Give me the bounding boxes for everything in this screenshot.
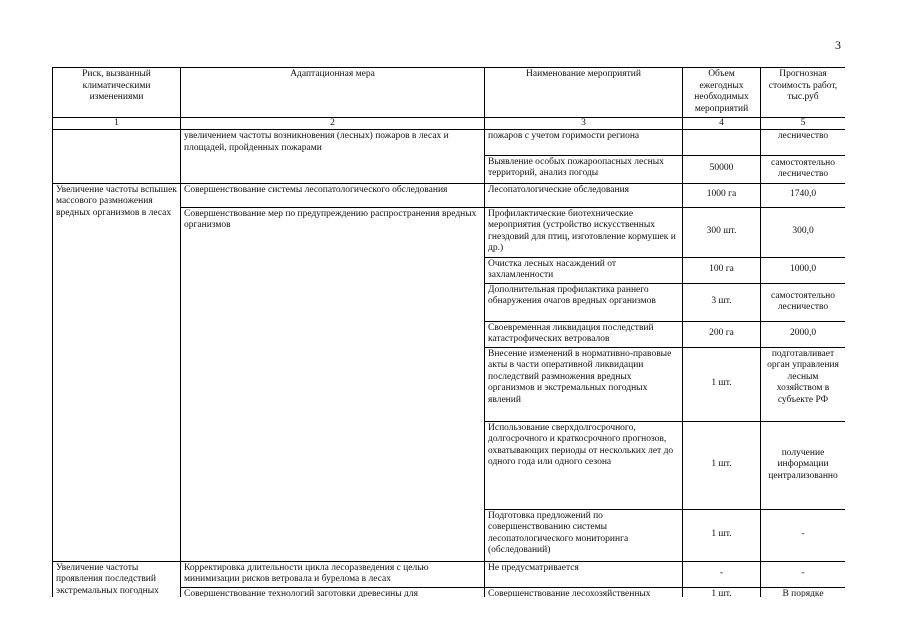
header-cost: Прогнозная стоимость работ, тыс.руб <box>761 68 846 118</box>
measure-cell: Совершенствование мер по предупреждению распространения вредных организмов <box>181 207 485 561</box>
event-cell: Подготовка предложений по совершенствованию системы лесопатологического мониторинга (обследований) <box>485 509 683 561</box>
table-row <box>53 155 846 183</box>
header-event: Наименование мероприятий <box>485 68 683 118</box>
header-measure: Адаптационная мера <box>181 68 485 118</box>
volume-cell: 100 га <box>683 257 761 283</box>
cost-cell: 1000,0 <box>761 257 846 283</box>
cost-cell: самостоятельно лесничество <box>761 155 846 183</box>
volume-cell: 200 га <box>683 321 761 347</box>
event-cell: Использование сверхдолгосрочного, долгосрочного и краткосрочного прогнозов, охватывающих периоды от нескольких лет до одного года или одного сезона <box>485 421 683 509</box>
table-row <box>53 561 846 587</box>
cost-cell: - <box>761 561 846 587</box>
adaptation-measures-table <box>52 67 845 597</box>
event-cell: Профилактические биотехнические мероприятия (устройство искусственных гнездовий для птиц, изготовление кормушек и др.) <box>485 207 683 257</box>
risk-cell-empty <box>53 155 181 183</box>
col-number-2: 2 <box>181 118 485 130</box>
risk-cell: Увеличение частоты вспышек массового размножения вредных организмов в лесах <box>53 183 181 561</box>
header-risk: Риск, вызванный климатическими изменениями <box>53 68 181 118</box>
volume-cell: 1000 га <box>683 183 761 207</box>
event-cell: пожаров с учетом горимости региона <box>485 130 683 156</box>
volume-cell: 1 шт. <box>683 347 761 421</box>
measure-cell: увеличением частоты возникновения (лесных) пожаров в лесах и площадей, пройденных пожарами <box>181 130 485 156</box>
volume-cell-empty <box>683 130 761 156</box>
event-cell: Лесопатологические обследования <box>485 183 683 207</box>
cost-cell: 1740,0 <box>761 183 846 207</box>
measure-cell-empty <box>181 155 485 183</box>
cost-cell: самостоятельно лесничество <box>761 283 846 321</box>
measure-cell: Совершенствование системы лесопатологического обследования <box>181 183 485 207</box>
volume-cell: 3 шт. <box>683 283 761 321</box>
volume-cell: 300 шт. <box>683 207 761 257</box>
event-cell: Дополнительная профилактика раннего обнаружения очагов вредных организмов <box>485 283 683 321</box>
measure-cell: Корректировка длительности цикла лесоразведения с целью минимизации рисков ветровала и бурелома в лесах <box>181 561 485 587</box>
volume-cell: - <box>683 561 761 587</box>
col-number-1: 1 <box>53 118 181 130</box>
table-row <box>53 130 846 156</box>
event-cell: Совершенствование лесохозяйственных <box>485 587 683 597</box>
cost-cell: 2000,0 <box>761 321 846 347</box>
cost-cell: 300,0 <box>761 207 846 257</box>
event-cell: Не предусматривается <box>485 561 683 587</box>
col-number-5: 5 <box>761 118 846 130</box>
volume-cell: 50000 <box>683 155 761 183</box>
header-volume: Объем ежегодных необходимых мероприятий <box>683 68 761 118</box>
cost-cell: лесничество <box>761 130 846 156</box>
page-number: 3 <box>835 38 841 52</box>
risk-cell-empty <box>53 130 181 156</box>
event-cell: Очистка лесных насаждений от захламленности <box>485 257 683 283</box>
measure-cell: Совершенствование технологий заготовки древесины для <box>181 587 485 597</box>
cost-cell: получение информации централизованно <box>761 421 846 509</box>
event-cell: Выявление особых пожароопасных лесных территорий, анализ погоды <box>485 155 683 183</box>
column-number-row <box>53 118 846 130</box>
event-cell: Внесение изменений в нормативно-правовые акты в части оперативной ликвидации последствий размножения вредных организмов и экстремальных погодных явлений <box>485 347 683 421</box>
header-row <box>53 68 846 118</box>
volume-cell: 1 шт. <box>683 509 761 561</box>
table-row <box>53 183 846 207</box>
col-number-4: 4 <box>683 118 761 130</box>
cost-cell: В порядке <box>761 587 846 597</box>
cost-cell: подготавливает орган управления лесным хозяйством в субъекте РФ <box>761 347 846 421</box>
event-cell: Своевременная ликвидация последствий катастрофических ветровалов <box>485 321 683 347</box>
risk-cell: Увеличение частоты проявления последствий экстремальных погодных <box>53 561 181 597</box>
col-number-3: 3 <box>485 118 683 130</box>
volume-cell: 1 шт. <box>683 587 761 597</box>
volume-cell: 1 шт. <box>683 421 761 509</box>
cost-cell: - <box>761 509 846 561</box>
